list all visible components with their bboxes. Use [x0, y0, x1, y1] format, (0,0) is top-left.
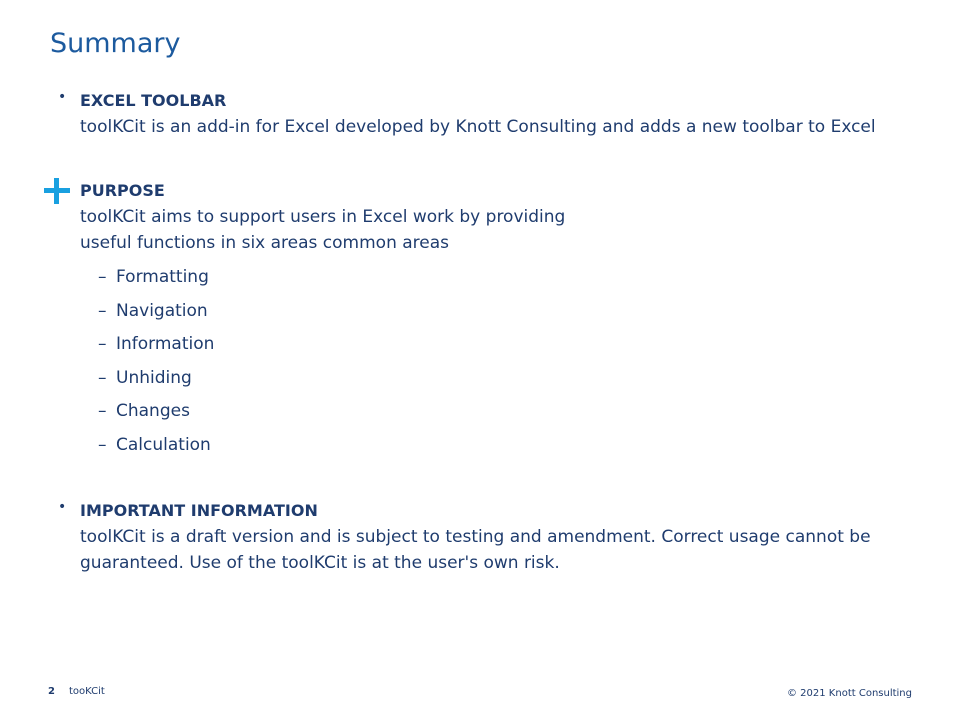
list-item — [98, 398, 214, 432]
list-item — [98, 298, 214, 332]
dash-icon: – — [98, 334, 107, 355]
section-text: toolKCit is an add-in for Excel developed by Knott Consulting and adds a new toolbar to Excel — [80, 117, 876, 137]
section-important — [58, 498, 920, 576]
list-item-label: Calculation — [116, 434, 211, 455]
list-item-label: Unhiding — [116, 367, 192, 388]
section-text-line2: useful functions in six areas common areas — [80, 233, 450, 253]
areas-list — [98, 264, 214, 466]
section-heading: EXCEL TOOLBAR — [80, 91, 227, 110]
plus-icon — [44, 178, 70, 204]
dash-icon: – — [98, 367, 107, 388]
list-item-label: Navigation — [116, 300, 208, 321]
section-excel-toolbar — [58, 88, 920, 140]
list-item — [98, 432, 214, 466]
list-item-label: Changes — [116, 401, 190, 422]
section-heading: IMPORTANT INFORMATION — [80, 501, 318, 520]
dash-icon: – — [98, 267, 107, 287]
list-item-label: Formatting — [116, 267, 209, 287]
footer-left — [48, 686, 105, 697]
list-item — [98, 365, 214, 399]
list-item — [98, 264, 214, 298]
section-text: toolKCit is a draft version and is subject to testing and amendment. Correct usage cannot be guaranteed. Use of the toolKCit is at the user's own risk. — [80, 527, 871, 573]
section-text-line1: toolKCit aims to support users in Excel work by providing — [80, 207, 566, 227]
bullet-icon: • — [58, 499, 67, 515]
list-item-label: Information — [116, 334, 215, 355]
dash-icon: – — [98, 434, 107, 455]
section-purpose — [80, 178, 920, 256]
footer-product: tooKCit — [68, 686, 105, 697]
dash-icon: – — [98, 300, 107, 321]
footer-copyright: © 2021 Knott Consulting — [787, 688, 912, 699]
page-number: 2 — [48, 686, 55, 697]
bullet-icon: • — [58, 89, 67, 105]
dash-icon: – — [98, 401, 107, 422]
list-item — [98, 331, 214, 365]
page-title: Summary — [50, 28, 181, 59]
section-heading: PURPOSE — [80, 181, 165, 200]
